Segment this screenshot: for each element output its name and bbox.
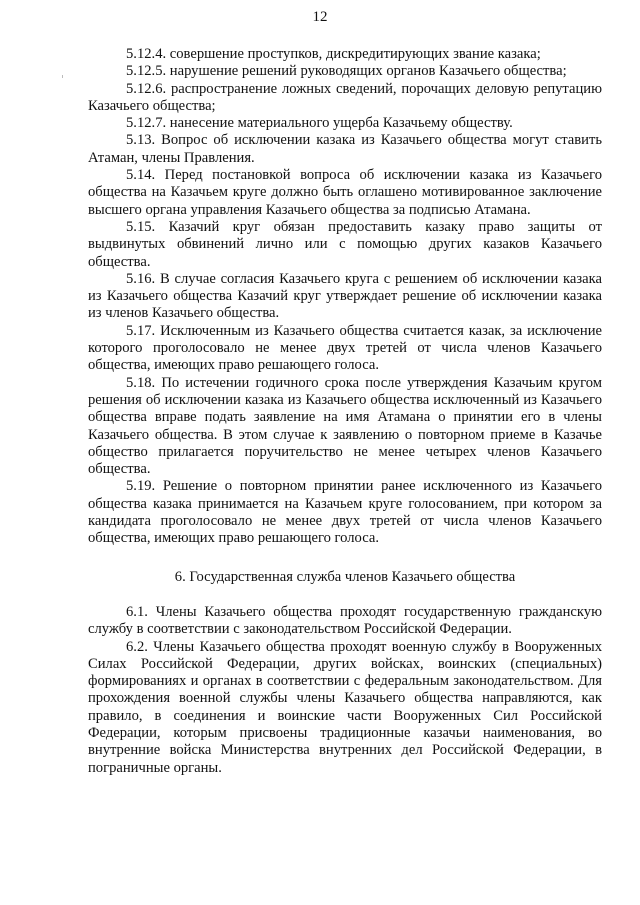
paragraph-6-2: 6.2. Члены Казачьего общества проходят военную службу в Вооруженных Силах Российской Федерации, других войсках, воинских (специальных) формированиях и органах в соответствии с федеральным законодательством. Для прохождения военной службы члены Казачьего общества направляются, как правило, в соединения и воинские части Вооруженных Сил Российской Федерации, которым присвоены традиционные казачьи наименования, во внутренние войска Министерства внутренних дел Российской Федерации, в пограничные органы. — [88, 638, 602, 776]
paragraph-5-13: 5.13. Вопрос об исключении казака из Казачьего общества могут ставить Атаман, члены Правления. — [88, 132, 602, 166]
paragraph-5-12-4: 5.12.4. совершение проступков, дискредитирующих звание казака; — [126, 46, 541, 62]
paragraph-5-12-7: 5.12.7. нанесение материального ущерба Казачьему обществу. — [126, 115, 513, 132]
paragraph-5-12-6: 5.12.6. распространение ложных сведений, порочащих деловую репутацию Казачьего общества; — [88, 80, 602, 114]
paragraph-5-12-5: 5.12.5. нарушение решений руководящих органов Казачьего общества; — [126, 63, 567, 80]
paragraph-6-1: 6.1. Члены Казачьего общества проходят государственную гражданскую службу в соответствии с законодательством Российской Федерации. — [88, 603, 602, 638]
document-body — [88, 46, 602, 777]
section-heading: 6. Государственная служба членов Казачьего общества — [174, 568, 516, 585]
margin-mark — [62, 75, 63, 78]
paragraph-5-14: 5.14. Перед постановкой вопроса об исключении казака из Казачьего общества на Казачьем круге должно быть оглашено мотивированное заключение высшего органа управления Казачьего общества за подписью Атамана. — [88, 167, 602, 218]
paragraph-5-15: 5.15. Казачий круг обязан предоставить казаку право защиты от выдвинутых обвинений лично или с помощью других казаков Казачьего общества. — [88, 218, 602, 270]
page-number: 12 — [312, 9, 328, 25]
paragraph-5-16: 5.16. В случае согласия Казачьего круга с решением об исключении казака из Казачьего общества Казачий круг утверждает решение об исключении казака из членов Казачьего общества. — [88, 270, 602, 322]
paragraph-5-18: 5.18. По истечении годичного срока после утверждения Казачьим кругом решения об исключении казака из Казачьего общества исключенный из Казачьего общества вправе подать заявление на имя Атамана о принятии его в члены Казачьего общества. В этом случае к заявлению о повторном приеме в Казачье общество прилагается поручительство не менее четырех членов Казачьего общества. — [88, 374, 602, 478]
paragraph-5-19: 5.19. Решение о повторном принятии ранее исключенного из Казачьего общества казака принимается на Казачьем круге голосованием, при котором за кандидата проголосовало не менее двух третей от числа членов Казачьего общества, имеющих право решающего голоса. — [88, 478, 602, 547]
paragraph-5-17: 5.17. Исключенным из Казачьего общества считается казак, за исключение которого проголосовало не менее двух третей от числа членов Казачьего общества, имеющих право решающего голоса. — [88, 322, 602, 374]
